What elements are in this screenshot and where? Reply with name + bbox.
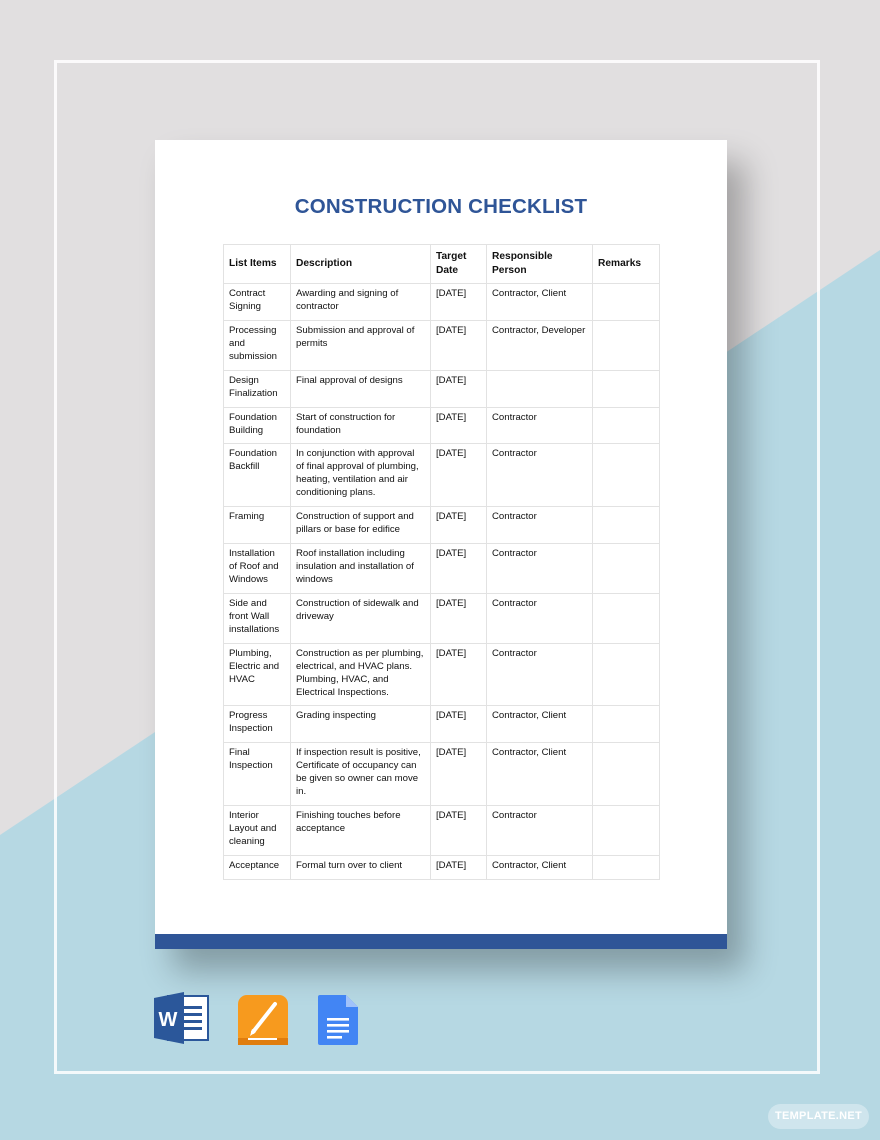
cell-responsible-person: Contractor, Developer [487, 320, 593, 370]
cell-responsible-person [487, 370, 593, 407]
table-row [224, 507, 660, 544]
checklist-table [223, 244, 660, 880]
google-docs-icon[interactable] [317, 994, 359, 1046]
cell-remarks [593, 593, 660, 643]
cell-description: Construction of sidewalk and driveway [291, 593, 431, 643]
cell-remarks [593, 507, 660, 544]
cell-list-item: Foundation Building [224, 407, 291, 444]
column-header-target-date: Target Date [431, 245, 487, 284]
table-row [224, 593, 660, 643]
cell-list-item: Plumbing, Electric and HVAC [224, 643, 291, 706]
template-net-badge[interactable]: TEMPLATE.NET [768, 1104, 869, 1129]
svg-text:W: W [158, 1009, 178, 1031]
cell-remarks [593, 706, 660, 743]
cell-target-date: [DATE] [431, 507, 487, 544]
column-header-responsible-person: Responsible Person [487, 245, 593, 284]
cell-responsible-person: Contractor [487, 806, 593, 856]
cell-remarks [593, 320, 660, 370]
cell-remarks [593, 370, 660, 407]
cell-remarks [593, 444, 660, 507]
document-title: CONSTRUCTION CHECKLIST [294, 195, 588, 218]
column-header-description: Description [291, 245, 431, 284]
table-row [224, 806, 660, 856]
cell-list-item: Interior Layout and cleaning [224, 806, 291, 856]
cell-list-item: Installation of Roof and Windows [224, 544, 291, 594]
cell-list-item: Acceptance [224, 855, 291, 879]
table-row [224, 855, 660, 879]
cell-remarks [593, 855, 660, 879]
cell-responsible-person: Contractor [487, 544, 593, 594]
cell-responsible-person: Contractor [487, 593, 593, 643]
cell-responsible-person: Contractor, Client [487, 855, 593, 879]
cell-responsible-person: Contractor [487, 643, 593, 706]
table-row [224, 407, 660, 444]
cell-target-date: [DATE] [431, 320, 487, 370]
cell-target-date: [DATE] [431, 643, 487, 706]
cell-list-item: Framing [224, 507, 291, 544]
cell-target-date: [DATE] [431, 444, 487, 507]
cell-description: If inspection result is positive, Certificate of occupancy can be given so owner can move in. [291, 743, 431, 806]
cell-list-item: Foundation Backfill [224, 444, 291, 507]
cell-remarks [593, 284, 660, 321]
page-footer-bar [155, 934, 727, 949]
cell-target-date: [DATE] [431, 806, 487, 856]
cell-remarks [593, 743, 660, 806]
table-row [224, 370, 660, 407]
cell-target-date: [DATE] [431, 706, 487, 743]
table-row [224, 284, 660, 321]
column-header-remarks: Remarks [593, 245, 660, 284]
cell-target-date: [DATE] [431, 284, 487, 321]
cell-responsible-person: Contractor, Client [487, 743, 593, 806]
cell-list-item: Contract Signing [224, 284, 291, 321]
cell-list-item: Progress Inspection [224, 706, 291, 743]
cell-responsible-person: Contractor [487, 444, 593, 507]
cell-target-date: [DATE] [431, 407, 487, 444]
cell-target-date: [DATE] [431, 593, 487, 643]
cell-remarks [593, 643, 660, 706]
cell-description: Construction of support and pillars or base for edifice [291, 507, 431, 544]
table-row [224, 320, 660, 370]
cell-target-date: [DATE] [431, 743, 487, 806]
document-page [155, 140, 727, 949]
cell-description: Roof installation including insulation and installation of windows [291, 544, 431, 594]
cell-remarks [593, 806, 660, 856]
cell-list-item: Design Finalization [224, 370, 291, 407]
cell-list-item: Side and front Wall installations [224, 593, 291, 643]
cell-target-date: [DATE] [431, 370, 487, 407]
cell-description: Finishing touches before acceptance [291, 806, 431, 856]
pages-icon[interactable] [237, 994, 289, 1046]
table-header-row [224, 245, 660, 284]
cell-target-date: [DATE] [431, 855, 487, 879]
cell-remarks [593, 544, 660, 594]
cell-target-date: [DATE] [431, 544, 487, 594]
cell-list-item: Processing and submission [224, 320, 291, 370]
cell-responsible-person: Contractor [487, 407, 593, 444]
word-icon[interactable] [154, 992, 210, 1044]
cell-responsible-person: Contractor, Client [487, 284, 593, 321]
cell-description: Awarding and signing of contractor [291, 284, 431, 321]
cell-remarks [593, 407, 660, 444]
table-row [224, 706, 660, 743]
cell-list-item: Final Inspection [224, 743, 291, 806]
cell-description: Construction as per plumbing, electrical, and HVAC plans. Plumbing, HVAC, and Electrical Inspections. [291, 643, 431, 706]
cell-description: In conjunction with approval of final approval of plumbing, heating, ventilation and air conditioning plans. [291, 444, 431, 507]
cell-description: Submission and approval of permits [291, 320, 431, 370]
table-row [224, 544, 660, 594]
cell-description: Final approval of designs [291, 370, 431, 407]
cell-responsible-person: Contractor [487, 507, 593, 544]
table-row [224, 444, 660, 507]
cell-description: Start of construction for foundation [291, 407, 431, 444]
cell-description: Formal turn over to client [291, 855, 431, 879]
table-row [224, 743, 660, 806]
cell-responsible-person: Contractor, Client [487, 706, 593, 743]
cell-description: Grading inspecting [291, 706, 431, 743]
table-row [224, 643, 660, 706]
column-header-list-items: List Items [224, 245, 291, 284]
